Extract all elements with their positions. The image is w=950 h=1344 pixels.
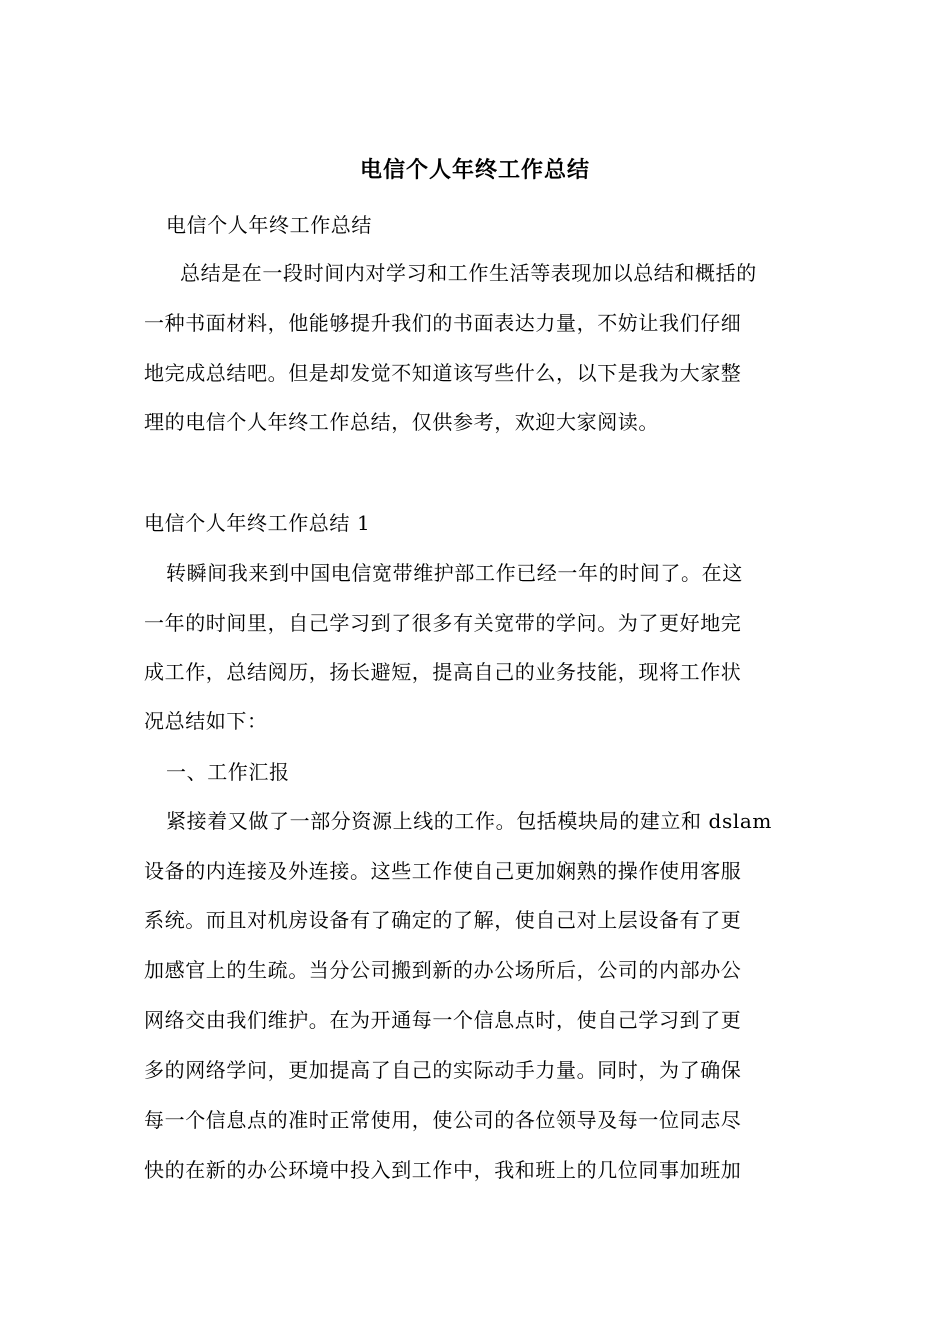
body-line: 网络交由我们维护。在为开通每一个信息点时，使自己学习到了更 (144, 1008, 742, 1032)
subsection-heading: 一、工作汇报 (166, 760, 290, 784)
body-line: 况总结如下： (144, 709, 268, 733)
body-line: 加感官上的生疏。当分公司搬到新的办公场所后，公司的内部办公 (144, 958, 742, 982)
intro-line: 地完成总结吧。但是却发觉不知道该写些什么，以下是我为大家整 (144, 361, 742, 385)
intro-line: 总结是在一段时间内对学习和工作生活等表现加以总结和概括的 (180, 261, 757, 285)
section-heading: 电信个人年终工作总结 1 (144, 511, 371, 535)
body-line: 一年的时间里，自己学习到了很多有关宽带的学问。为了更好地完 (144, 611, 742, 635)
body-line: 快的在新的办公环境中投入到工作中，我和班上的几位同事加班加 (144, 1158, 742, 1182)
body-line: 每一个信息点的准时正常使用，使公司的各位领导及每一位同志尽 (144, 1108, 742, 1132)
intro-line: 理的电信个人年终工作总结，仅供参考，欢迎大家阅读。 (144, 410, 659, 434)
body-line: 系统。而且对机房设备有了确定的了解，使自己对上层设备有了更 (144, 908, 742, 932)
subtitle-line: 电信个人年终工作总结 (166, 213, 372, 237)
body-line: 转瞬间我来到中国电信宽带维护部工作已经一年的时间了。在这 (166, 561, 743, 585)
body-line: 成工作，总结阅历，扬长避短，提高自己的业务技能，现将工作状 (144, 660, 742, 684)
body-line: 多的网络学问，更加提高了自己的实际动手力量。同时，为了确保 (144, 1058, 742, 1082)
intro-line: 一种书面材料，他能够提升我们的书面表达力量，不妨让我们仔细 (144, 311, 742, 335)
body-line: 设备的内连接及外连接。这些工作使自己更加娴熟的操作使用客服 (144, 859, 742, 883)
body-line: 紧接着又做了一部分资源上线的工作。包括模块局的建立和 dslam (166, 809, 772, 833)
document-title: 电信个人年终工作总结 (359, 157, 590, 183)
